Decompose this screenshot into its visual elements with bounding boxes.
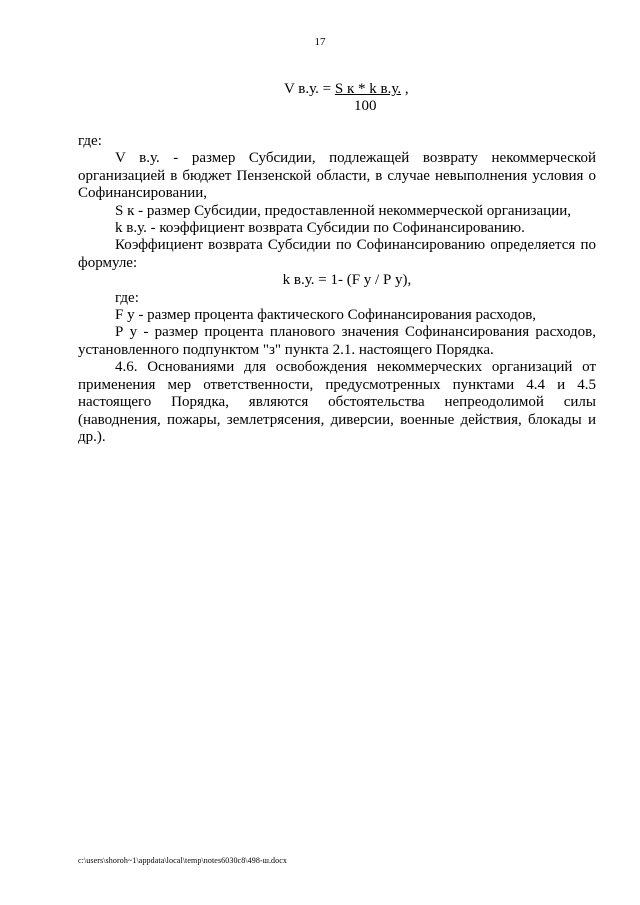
f-definition-paragraph: F у - размер процента фактического Софинансирования расходов,	[115, 307, 537, 324]
k-intro-paragraph: Коэффициент возврата Субсидии по Софинансированию определяется по формуле:	[78, 237, 596, 271]
clause-4-6-paragraph: 4.6. Основаниями для освобождения некоммерческих организаций от применения мер ответственности, предусмотренных пунктами 4.4 и 4.5 настоящего Порядка, являются обстоятельства непреодолимой силы (наводнения, пожары, землетрясения, диверсии, военные действия, блокады и др.).	[78, 359, 596, 445]
footer-file-path: c:\users\shoroh~1\appdata\local\temp\notes6030c8\498-ш.docx	[78, 856, 288, 865]
where-label-second: где:	[115, 289, 139, 306]
return-amount-formula	[284, 81, 409, 114]
formula-numerator: S к * k в.у.	[334, 81, 402, 97]
where-label: где:	[78, 133, 102, 149]
document-body	[78, 133, 596, 446]
formula-tail: ,	[401, 81, 409, 97]
s-definition-paragraph: S к - размер Субсидии, предоставленной некоммерческой организации,	[115, 202, 571, 219]
page-number: 17	[314, 36, 326, 48]
v-definition-paragraph: V в.у. - размер Субсидии, подлежащей возврату некоммерческой организацией в бюджет Пензенской области, в случае невыполнения условия о Софинансировании,	[78, 150, 596, 202]
formula-left-side: V в.у. =	[284, 81, 335, 97]
p-definition-paragraph: Р у - размер процента планового значения Софинансирования расходов, установленного подпунктом "з" пункта 2.1. настоящего Порядка.	[78, 324, 596, 358]
formula-denominator: 100	[354, 98, 377, 114]
k-definition-paragraph: k в.у. - коэффициент возврата Субсидии по Софинансированию.	[115, 220, 525, 237]
k-formula: k в.у. = 1- (F у / Р у),	[282, 272, 412, 289]
formula-numerator-line	[284, 81, 409, 98]
